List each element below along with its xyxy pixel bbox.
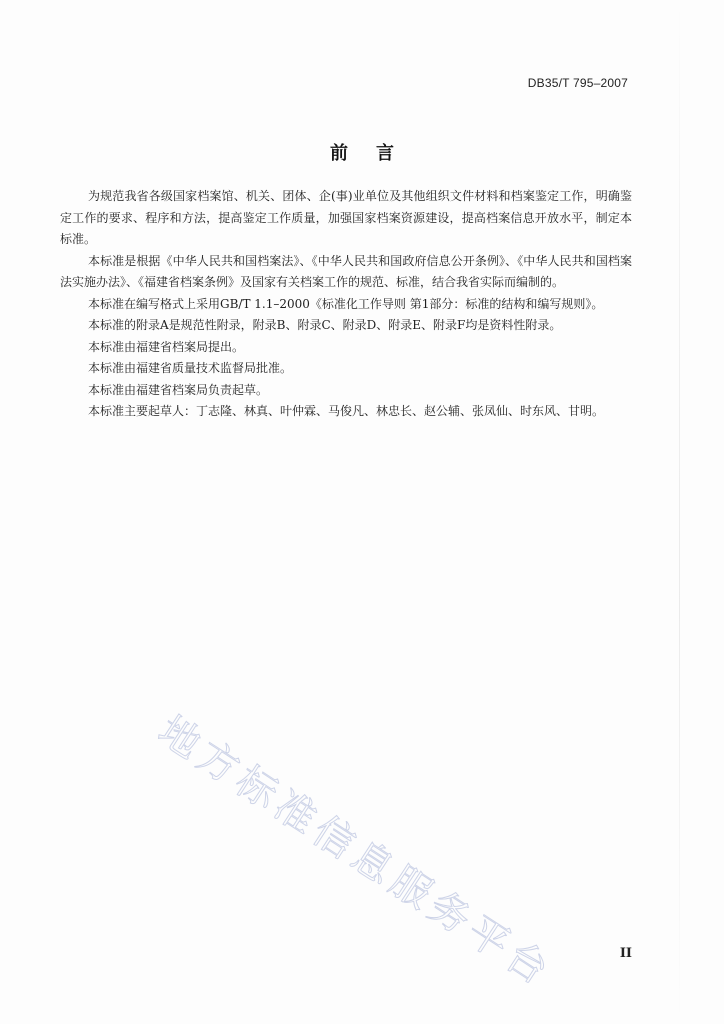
paragraph-basis: 本标准是根据《中华人民共和国档案法》、《中华人民共和国政府信息公开条例》、《中华人民共和国档案法实施办法》、《福建省档案条例》及国家有关档案工作的规范、标准，结合我省实际而编制的。: [60, 253, 632, 289]
page-number: II: [619, 946, 632, 961]
page-title: 前言: [330, 143, 422, 164]
standard-code: DB35/T 795–2007: [527, 76, 628, 90]
paragraph-drafted-by: 本标准由福建省档案局负责起草。: [88, 382, 269, 397]
paragraph-proposed-by: 本标准由福建省档案局提出。: [88, 339, 245, 354]
paragraph-format: 本标准在编写格式上采用GB/T 1.1–2000《标准化工作导则 第1部分：标准的结构和编写规则》。: [88, 296, 604, 311]
paragraph-approved-by: 本标准由福建省质量技术监督局批准。: [88, 361, 293, 375]
paragraph-drafters: 本标准主要起草人：丁志隆、林真、叶仲霖、马俊凡、林忠长、赵公辅、张凤仙、时东风、甘明。: [88, 404, 605, 418]
paragraph-appendices: 本标准的附录A是规范性附录，附录B、附录C、附录D、附录E、附录F均是资料性附录。: [88, 318, 562, 332]
paragraph-purpose: 为规范我省各级国家档案馆、机关、团体、企(事)业单位及其他组织文件材料和档案鉴定工作，明确鉴定工作的要求、程序和方法，提高鉴定工作质量，加强国家档案资源建设，提高档案信息开放水平，制定本标准。: [60, 189, 632, 246]
foreword-body: [60, 186, 632, 423]
watermark: 地方标准信息服务平台: [150, 707, 561, 997]
